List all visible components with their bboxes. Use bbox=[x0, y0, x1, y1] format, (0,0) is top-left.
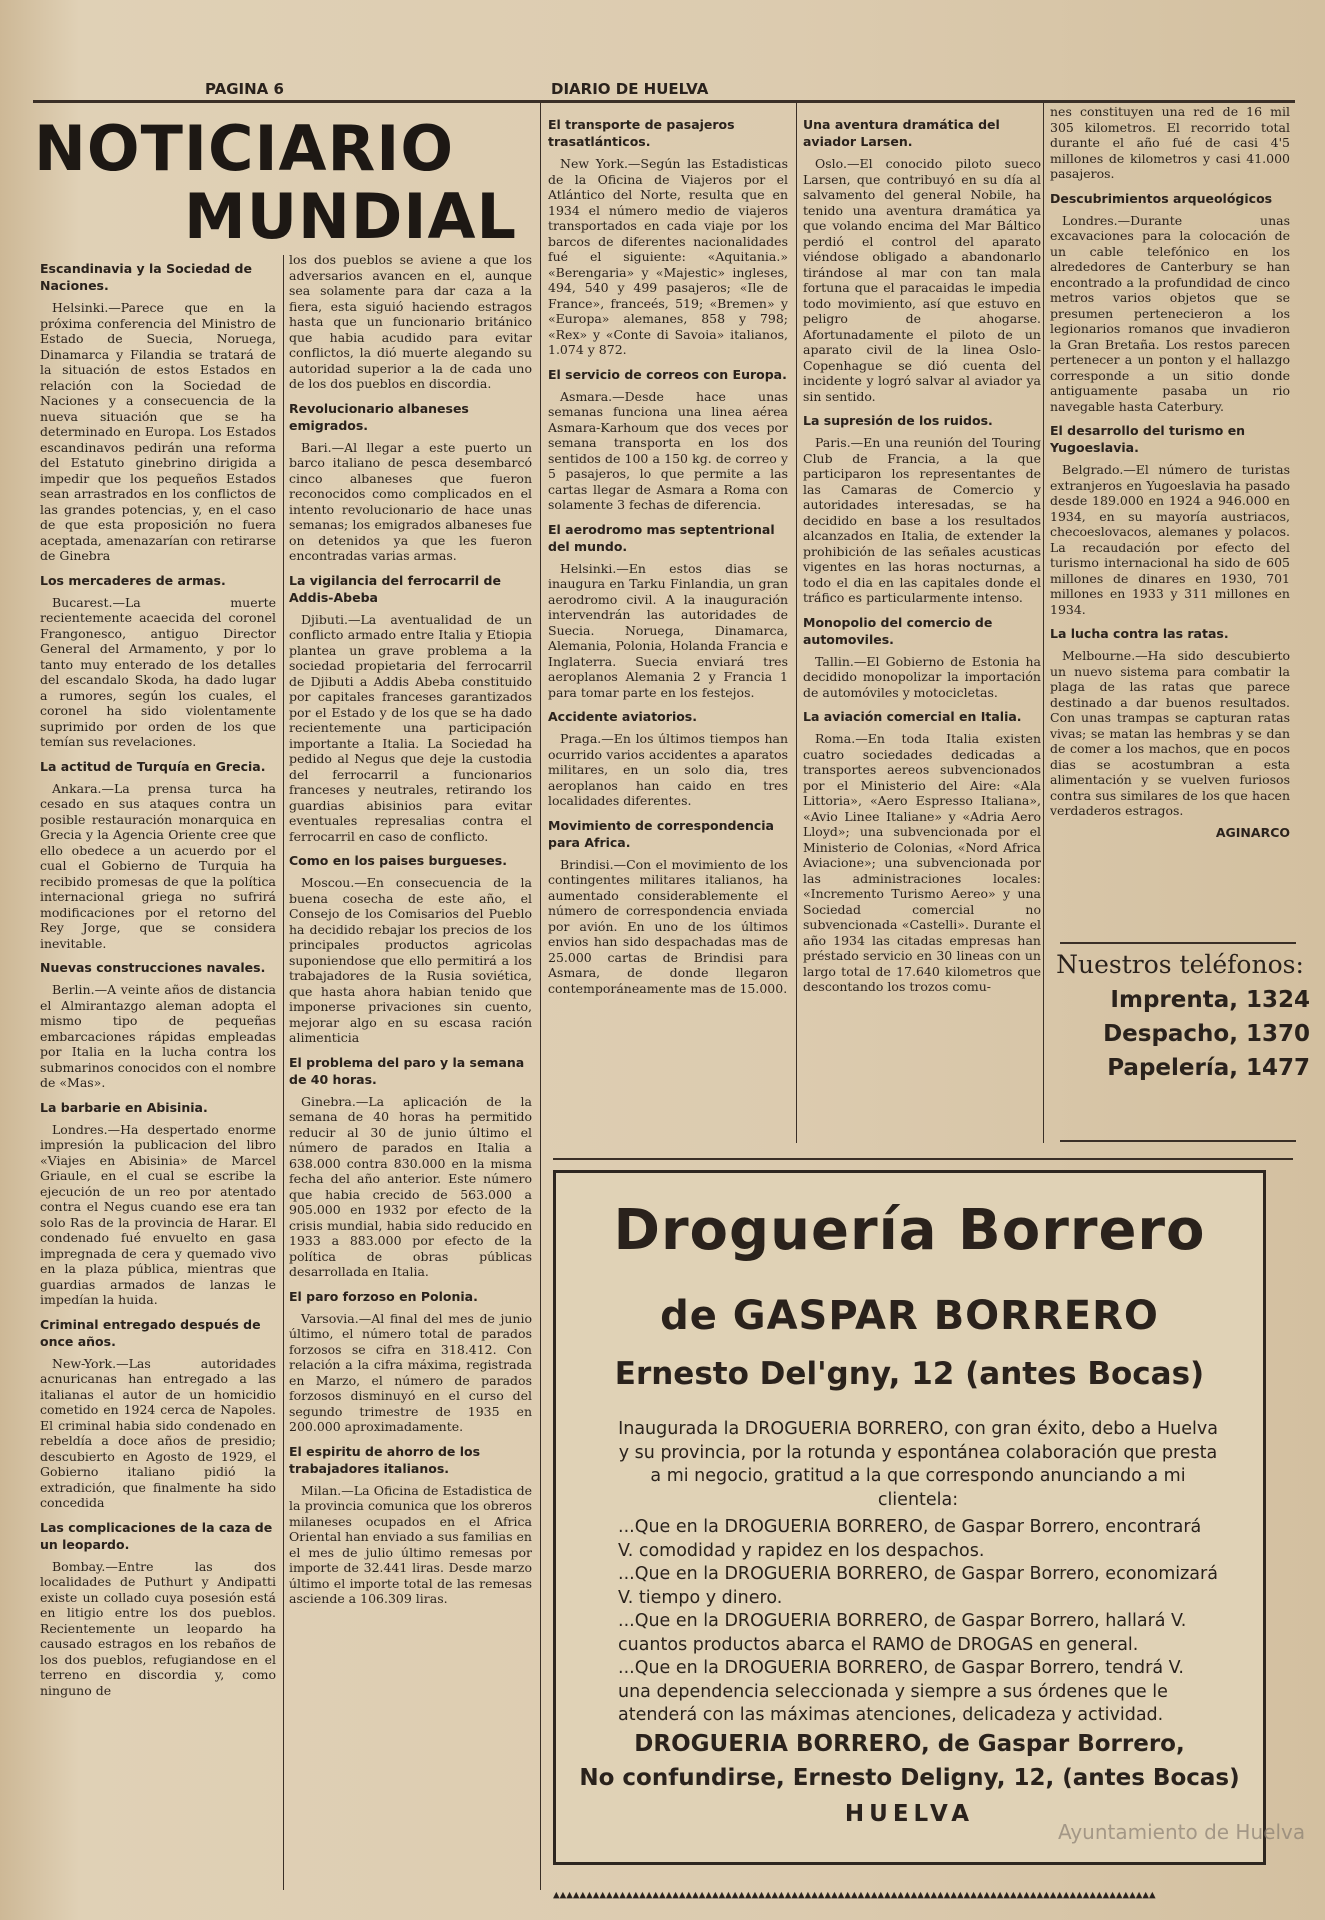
article-headline: El problema del paro y la semana de 40 horas. bbox=[289, 1054, 525, 1087]
column-rule bbox=[796, 103, 797, 1143]
article-body: Bombay.—Entre las dos localidades de Puthurt y Andipatti existe un collado cuya posesión está en litigio entre los dos pueblos. Recientemente un leopardo ha causado estragos en los rebaños de los dos pueblos, refugiandose en el terreno en discordia y, como ninguno de bbox=[40, 1558, 276, 1698]
article-headline: Las complicaciones de la caza de un leopardo. bbox=[40, 1519, 273, 1552]
article-headline: Descubrimientos arqueológicos bbox=[1050, 190, 1273, 206]
article-headline: Los mercaderes de armas. bbox=[40, 572, 226, 588]
ad-title: Droguería Borrero bbox=[613, 1198, 1206, 1263]
article-headline: La vigilancia del ferrocarril de Addis-Abeba bbox=[289, 572, 501, 605]
phones-box bbox=[1050, 950, 1310, 1081]
newspaper-name: DIARIO DE HUELVA bbox=[551, 80, 709, 98]
page-number: PAGINA 6 bbox=[205, 80, 284, 98]
article-body: Ginebra.—La aplicación de la semana de 40 horas ha permitido reducir al 30 de junio último el número de parados en Italia a 638.000 contra 830.000 en la misma fecha del año anterior. Este número que habia crecido de 563.000 a 905.000 en 1932 por efecto de la crisis mundial, habia sido reducido en 1933 a 883.000 por efecto de la política de obras públicas desarrollada en Italia. bbox=[289, 1093, 532, 1279]
ad-address: Ernesto Del'gny, 12 (antes Bocas) bbox=[614, 1356, 1205, 1392]
article-headline: La aviación comercial en Italia. bbox=[803, 709, 1022, 724]
ad-item: ...Que en la DROGUERIA BORRERO, de Gaspar Borrero, encontrará V. comodidad y rapidez en los despachos. bbox=[618, 1517, 1202, 1561]
article-body: Djibuti.—La aventualidad de un conflicto armado entre Italia y Etiopia plantea un grave problema a la sociedad propietaria del ferrocarril de Djibuti a Addis Abeba constituido por capitales franceses garantizados por el Estado y de los que se ha dado recientemente una participación importante a Italia. La Sociedad ha pedido al Negus que deje la custodia del ferrocarril a funcionarios franceses y neutrales, retirando los guardias abisinios para evitar eventuales represalias contra el ferrocarril en caso de conflicto. bbox=[289, 611, 532, 844]
article-headline: Una aventura dramática del aviador Larsen. bbox=[803, 117, 1000, 149]
ad-top-rule bbox=[553, 1158, 1293, 1160]
article-body: los dos pueblos se aviene a que los adversarios avancen en el, aunque sea solamente para dar caza a la fiera, esta siguió haciendo estragos hasta que un funcionario británico que habia acudido para evitar conflictos, la dió muerte alegando su autoridad superior a la de cada uno de los dos pueblos en discordia. bbox=[289, 252, 532, 391]
ad-footer-line-2: No confundirse, Ernesto Deligny, 12, (antes Bocas) bbox=[579, 1765, 1240, 1791]
title-line-1: NOTICIARIO bbox=[34, 112, 455, 185]
article-body: New York.—Según las Estadisticas de la Oficina de Viajeros por el Atlántico del Norte, resulta que en 1934 el número medio de viajeros transportados en cada viaje por los barcos de diferentes nacionalidades fué el siguiente: «Aquitania.» «Berengaria» y «Majestic» ingleses, 494, 540 y 499 pasajeros; «Ile de France», franceés, 519; «Bremen» y «Europa» alemanes, 858 y 798; «Rex» y «Conte di Savoia» italianos, 1.074 y 872. bbox=[548, 156, 788, 357]
article-headline: Monopolio del comercio de automoviles. bbox=[803, 614, 993, 647]
article-body: Helsinki.—Parece que en la próxima conferencia del Ministro de Estado de Suecia, Noruega, Dinamarca y Filandia se tratará de la situación de estos Estados en relación con la Sociedad de Naciones y a consecuencia de la nueva situación que se ha determinado en Europa. Los Estados escandinavos pedirán una reforma del Estatuto ginebrino dirigida a impedir que los pequeños Estados sean arrastrados en los conflictos de las grandes potencias, y, en el caso de que esta proposición no fuera aceptada, amenazarían con retirarse de Ginebra bbox=[40, 300, 276, 563]
ad-footer-line-1: DROGUERIA BORRERO, de Gaspar Borrero, bbox=[634, 1731, 1185, 1757]
phone-row: Despacho, 1370 bbox=[1103, 1021, 1310, 1047]
article-body: Belgrado.—El número de turistas extranjeros en Yugoeslavia ha pasado desde 189.000 en 1924 a 946.000 en 1934, en su mayoría austriacos, checoeslovacos, alemanes y polacos. La recaudación por efecto del turismo internacional ha sido de 605 millones de dinares en 1930, 701 millones en 1933 y 311 millones en 1934. bbox=[1050, 462, 1290, 617]
article-body: Melbourne.—Ha sido descubierto un nuevo sistema para combatir la plaga de las ratas que parece destinado a dar buenos resultados. Con unas trampas se capturan ratas vivas; se matan las hembras y se dan de comer a los machos, que en pocos dias se acostumbran a esta alimentación y se vuelven furiosos contra sus similares de los que hacen verdaderos estragos. bbox=[1050, 648, 1290, 818]
ornament-border: ▲▲▲▲▲▲▲▲▲▲▲▲▲▲▲▲▲▲▲▲▲▲▲▲▲▲▲▲▲▲▲▲▲▲▲▲▲▲▲▲▲▲▲▲▲▲▲▲▲▲▲▲▲▲▲▲▲▲▲▲▲▲▲▲▲▲▲▲▲▲▲▲▲▲▲▲▲▲▲▲▲▲▲▲▲▲▲▲▲▲▲ bbox=[553, 1888, 1156, 1901]
column-1 bbox=[40, 252, 276, 1892]
article-headline: El transporte de pasajeros trasatlánticos. bbox=[548, 117, 735, 149]
article-headline: El desarrollo del turismo en Yugoeslavia. bbox=[1050, 423, 1246, 455]
article-headline: Movimiento de correspondencia para Africa. bbox=[548, 817, 774, 850]
article-body: Paris.—En una reunión del Touring Club de Francia, a la que participaron los representantes de las Camaras de Comercio y autoridades interesadas, se ha decidido en base a los resultados alcanzados en Italia, de extender la prohibición de las señales acusticas vigentes en las horas nocturnas, a todo el dia en las capitales donde el tráfico es particularmente intenso. bbox=[803, 435, 1041, 605]
header-rule bbox=[33, 100, 1295, 103]
column-rule bbox=[283, 255, 284, 1890]
article-headline: Revolucionario albaneses emigrados. bbox=[289, 400, 469, 433]
article-body: Varsovia.—Al final del mes de junio último, el número total de parados forzosos se cifra en 318.412. Con relación a la cifra máxima, registrada en Marzo, el número de parados forzosos disminuyó en el curso del segundo trimestre de 1935 en 200.000 aproximadamente. bbox=[289, 1310, 532, 1434]
article-body: Berlin.—A veinte años de distancia el Almirantazgo aleman adopta el mismo tipo de pequeñas embarcaciones rápidas empleadas por Italia en la lucha contra los submarinos conocidos con el nombre de «Mas». bbox=[40, 982, 276, 1090]
article-body: Praga.—En los últimos tiempos han ocurrido varios accidentes a aparatos militares, en un solo dia, tres aeroplanos han caido en tres localidades diferentes. bbox=[548, 731, 788, 808]
phone-row: Imprenta, 1324 bbox=[1110, 987, 1310, 1013]
phones-top-rule bbox=[1060, 942, 1296, 944]
article-headline: El paro forzoso en Polonia. bbox=[289, 1288, 478, 1304]
ad-item: ...Que en la DROGUERIA BORRERO, de Gaspar Borrero, economizará V. tiempo y dinero. bbox=[618, 1564, 1218, 1608]
ad-intro: Inaugurada la DROGUERIA BORRERO, con gran éxito, debo a Huelva y su provincia, por la rotunda y espontánea colaboración que presta a mi negocio, gratitud a la que correspondo anunciando a mi clientela: bbox=[618, 1419, 1218, 1510]
article-body: Oslo.—El conocido piloto sueco Larsen, que contribuyó en su día al salvamento del general Nobile, ha tenido una aventura dramática ya que volando encima del Mar Báltico perdió el control del aparato viéndose obligado a abandonarlo tirándose al mar con tan mala fortuna que el paracaidas le impedia todo movimiento, así que estuvo en peligro de ahogarse. Afortunadamente el piloto de un aparato civil de la linea Oslo-Copenhague se dió cuenta del incidente y logró salvar al aviador ya sin sentido. bbox=[803, 156, 1041, 404]
ad-owner: de GASPAR BORRERO bbox=[660, 1293, 1159, 1339]
archive-watermark: Ayuntamiento de Huelva bbox=[1058, 1820, 1306, 1844]
ad-item: ...Que en la DROGUERIA BORRERO, de Gaspar Borrero, tendrá V. una dependencia seleccionada y siempre a sus órdenes que le atenderá con las máximas atenciones, delicadeza y actividad. bbox=[618, 1658, 1184, 1725]
ad-footer-city: HUELVA bbox=[844, 1801, 975, 1827]
article-headline: La actitud de Turquía en Grecia. bbox=[40, 758, 266, 774]
column-5 bbox=[1050, 104, 1290, 954]
article-body: Moscou.—En consecuencia de la buena cosecha de este año, el Consejo de los Comisarios del Pueblo ha decidido rebajar los precios de los principales productos agricolas suponiendose que ello permitirá a los trabajadores de la Rusia soviética, que hasta ahora habian tenido que imponerse privaciones sin cuento, mejorar algo en su escasa ración alimenticia bbox=[289, 875, 532, 1045]
article-body: Milan.—La Oficina de Estadistica de la provincia comunica que los obreros milaneses ocupados en el Africa Oriental han enviado a sus familias en el mes de julio último remesas por importe de 32.441 liras. Desde marzo último el importe total de las remesas asciende a 106.309 liras. bbox=[289, 1482, 532, 1606]
article-body: nes constituyen una red de 16 mil 305 kilometros. El recorrido total durante el año fué de casi 4'5 millones de kilometros y casi 41.000 pasajeros. bbox=[1050, 104, 1290, 181]
phones-title: Nuestros teléfonos: bbox=[1056, 950, 1304, 979]
byline-signature: AGINARCO bbox=[1215, 824, 1290, 840]
article-headline: Escandinavia y la Sociedad de Naciones. bbox=[40, 261, 252, 293]
article-body: New-York.—Las autoridades acnuricanas han entregado a las italianas el autor de un homicidio cometido en 1924 cerca de Napoles. El criminal habia sido condenado en rebeldía a doce años de presidio; descubierto en Agosto de 1929, el Gobierno italiano pidió la extradición, que finalmente ha sido concedida bbox=[40, 1355, 276, 1510]
column-2 bbox=[289, 252, 532, 1892]
article-headline: El aerodromo mas septentrional del mundo. bbox=[548, 521, 775, 554]
column-4 bbox=[803, 108, 1041, 1138]
article-headline: La barbarie en Abisinia. bbox=[40, 1099, 208, 1115]
article-body: Helsinki.—En estos dias se inaugura en Tarku Finlandia, un gran aerodromo civil. A la inauguración intervendrán las autoridades de Suecia. Noruega, Dinamarca, Alemania, Polonia, Holanda Francia e Inglaterra. Suecia enviará tres aeroplanos Alemania 2 y Francia 1 para tomar parte en los festejos. bbox=[548, 560, 788, 700]
page-header bbox=[0, 80, 1325, 98]
drogueria-advertisement bbox=[553, 1170, 1266, 1865]
article-headline: Nuevas construcciones navales. bbox=[40, 960, 266, 975]
article-body: Londres.—Ha despertado enorme impresión la publicacion del libro «Viajes en Abisinia» de Marcel Griaule, en el cual se escribe la ejecución de un reo por atentado contra el Negus cuando ese era tan solo Ras de la provincia de Harar. El condenado fué envuelto en gasa impregnada de cera y quemado vivo en la plaza pública, mientras que guardias armados de lanzas le impedían la huida. bbox=[40, 1121, 276, 1307]
article-headline: Criminal entregado después de once años. bbox=[40, 1316, 261, 1349]
article-body: Tallin.—El Gobierno de Estonia ha decidido monopolizar la importación de automóviles y motocicletas. bbox=[803, 653, 1041, 700]
phones-bottom-rule bbox=[1060, 1140, 1296, 1142]
article-body: Bari.—Al llegar a este puerto un barco italiano de pesca desembarcó cinco albaneses que fueron reconocidos como complicados en el intento revolucionario de hace unas semanas; los emigrados albaneses fue on detenidos ya que les fueron encontradas varias armas. bbox=[289, 439, 532, 563]
column-3 bbox=[548, 108, 788, 1153]
article-headline: El servicio de correos con Europa. bbox=[548, 366, 787, 382]
article-headline: La supresión de los ruidos. bbox=[803, 413, 993, 428]
ad-item-list bbox=[618, 1516, 1218, 1728]
article-body: Brindisi.—Con el movimiento de los contingentes militares italianos, ha aumentado considerablemente el número de correspondencia enviada por avión. En uno de los últimos envios han sido despachadas mas de 25.000 cartas de Brindisi para Asmara, de donde llegaron contemporáneamente mas de 15.000. bbox=[548, 856, 788, 996]
column-rule bbox=[540, 103, 541, 1890]
title-line-2: MUNDIAL bbox=[184, 180, 517, 253]
article-body: Roma.—En toda Italia existen cuatro sociedades dedicadas a transportes aereos subvencionados por el Ministerio del Aire: «Ala Littoria», «Aero Espresso Italiana», «Avio Linee Italiane» y «Adria Aero Lloyd»; una subvencionada por el Ministerio de Colonias, «Nord Africa Aviacione»; una subvencionada por las administraciones locales: «Incremento Turismo Aereo» y una Sociedad comercial no subvencionada «Castelli». Durante el año 1934 las citadas empresas han préstado servicio en 30 lineas con un largo total de 17.640 kilometros que descontando los trozos comu- bbox=[803, 731, 1041, 994]
article-headline: La lucha contra las ratas. bbox=[1050, 626, 1229, 641]
article-body: Asmara.—Desde hace unas semanas funciona una linea aérea Asmara-Karhoum que dos veces por semana transporta en los dos sentidos de 100 a 150 kg. de correo y 5 pasajeros, lo que permite a las cartas llegar de Asmara a Roma con solamente 3 fechas de diferencia. bbox=[548, 388, 788, 512]
column-rule bbox=[1043, 103, 1044, 1143]
article-body: Ankara.—La prensa turca ha cesado en sus ataques contra un posible restauración monarquica en Grecia y la Agencia Oriente cree que ello obedece a un acuerdo por el cual el Gobierno de Turquia ha recibido promesas de que la política internacional griega no sufrirá modificaciones por el retorno del Rey Jorge, que se considera inevitable. bbox=[40, 780, 276, 951]
article-headline: El espiritu de ahorro de los trabajadores italianos. bbox=[289, 1443, 481, 1476]
article-headline: Como en los paises burgueses. bbox=[289, 853, 507, 868]
article-headline: Accidente aviatorios. bbox=[548, 709, 697, 724]
ad-item: ...Que en la DROGUERIA BORRERO, de Gaspar Borrero, hallará V. cuantos productos abarca el RAMO de DROGAS en general. bbox=[618, 1611, 1187, 1655]
article-body: Londres.—Durante unas excavaciones para la colocación de un cable telefónico en los alrededores de Canterbury se han encontrado a la profundidad de cinco metros varios objetos que se presumen pertenecieron a los legionarios romanos que invadieron la Gran Bretaña. Los restos parecen pertenecer a un ponton y el hallazgo corresponde a un sitio donde antiguamente pasaba un rio navegable hasta Caterbury. bbox=[1050, 212, 1290, 414]
phone-row: Papelería, 1477 bbox=[1107, 1055, 1310, 1081]
article-body: Bucarest.—La muerte recientemente acaecida del coronel Frangonesco, antiguo Director General del Armamento, y por lo tanto muy enterado de los detalles del escandalo Skoda, ha dado lugar a rumores, según los cuales, el coronel ha sido violentamente suprimido por orden de los que temían sus revelaciones. bbox=[40, 594, 276, 749]
